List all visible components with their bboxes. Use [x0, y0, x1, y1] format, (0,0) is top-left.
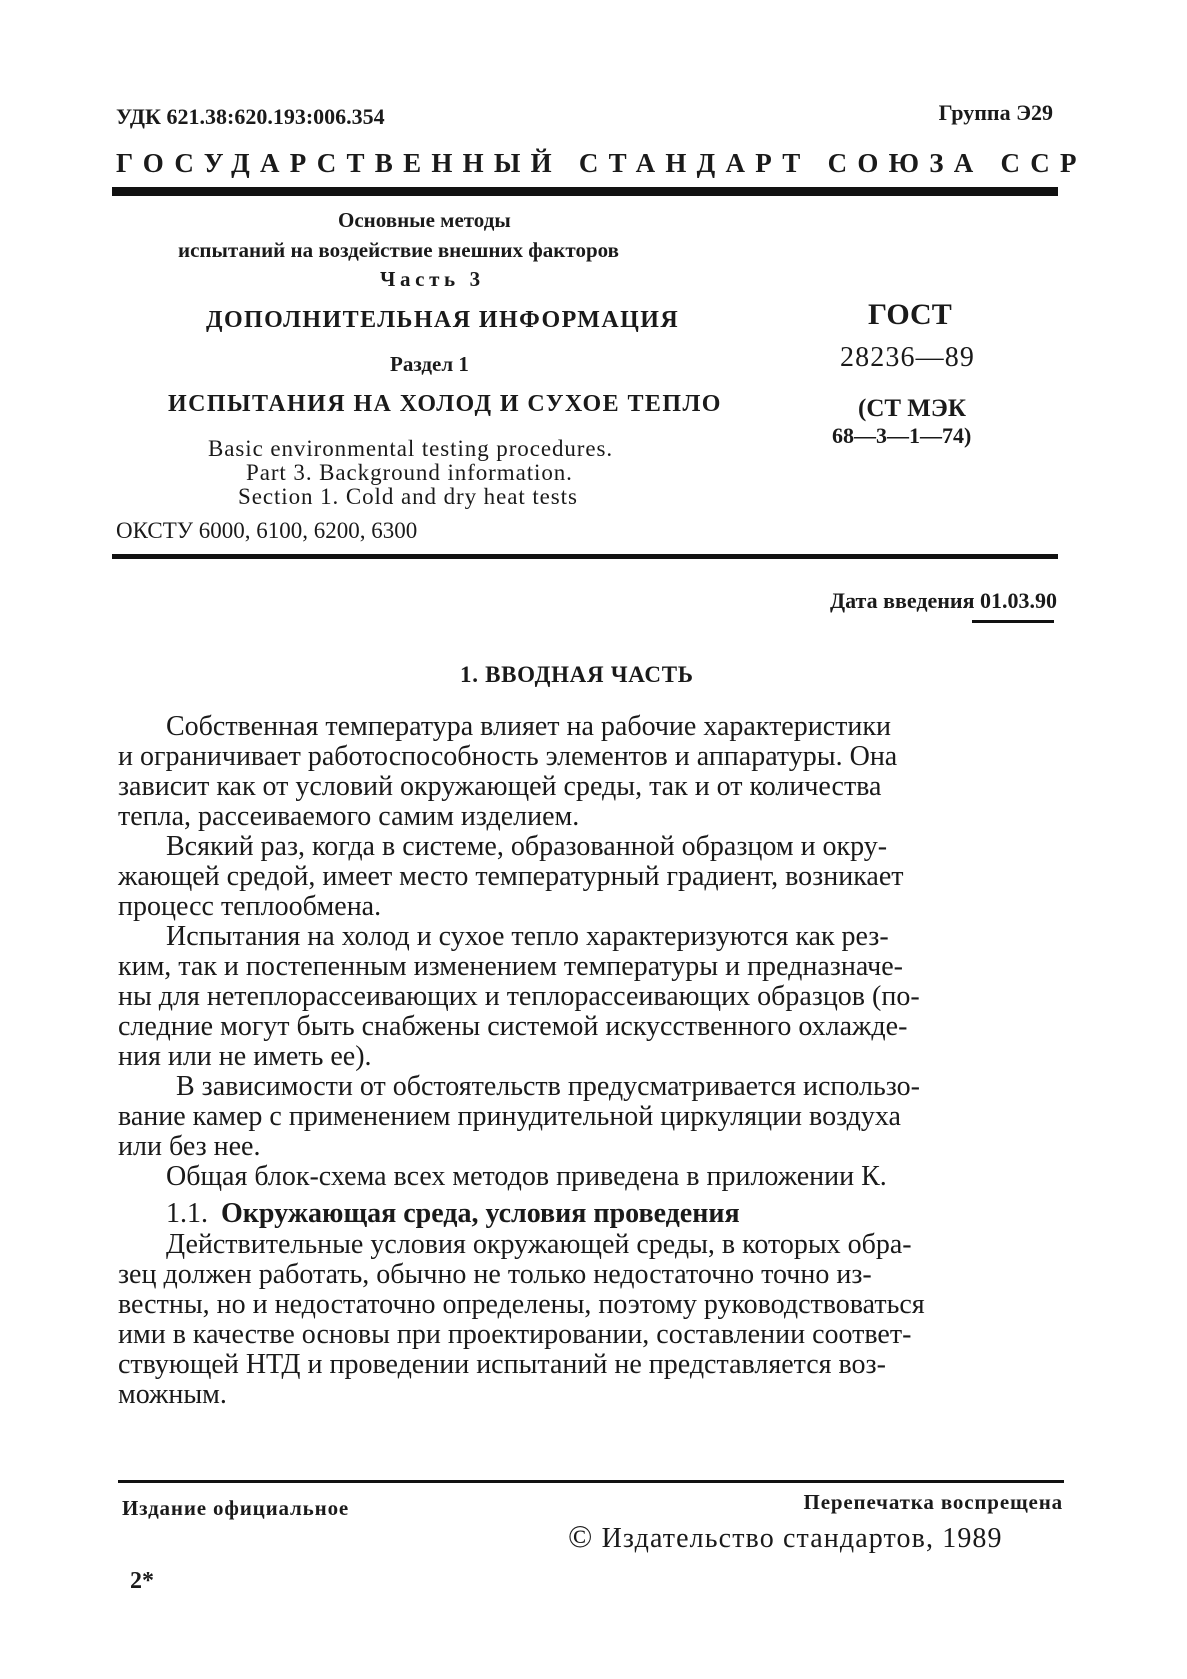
group-code: Группа Э29 — [938, 100, 1053, 125]
copyright-icon: © — [568, 1518, 594, 1554]
subsection-heading — [166, 1198, 740, 1230]
subsection-title: Окружающая среда, условия проведения — [221, 1198, 740, 1229]
section-heading: 1. ВВОДНАЯ ЧАСТЬ — [460, 662, 694, 687]
org-title: ГОСУДАРСТВЕННЫЙ СТАНДАРТ СОЮЗА ССР — [116, 148, 1087, 178]
title-english-1: Basic environmental testing procedures. — [208, 436, 614, 461]
paragraph-2 — [118, 832, 1058, 922]
title-section: Раздел 1 — [390, 352, 469, 376]
title-additional: ДОПОЛНИТЕЛЬНАЯ ИНФОРМАЦИЯ — [206, 307, 680, 333]
text-line: процесс теплообмена. — [118, 891, 382, 922]
header-thick-rule — [112, 187, 1058, 196]
reprint-notice: Перепечатка воспрещена — [803, 1490, 1063, 1514]
page-mark: 2* — [130, 1568, 154, 1594]
text-line: жающей средой, имеет место температурный градиент, возникает — [118, 861, 904, 892]
date-underline — [972, 620, 1054, 623]
paragraph-1 — [118, 712, 1058, 832]
footer-rule — [118, 1480, 1064, 1483]
text-line: тепла, рассеиваемого самим изделием. — [118, 801, 580, 832]
udk-code: УДК 621.38:620.193:006.354 — [116, 104, 385, 129]
paragraph-6 — [118, 1230, 1058, 1410]
text-line: Испытания на холод и сухое тепло характеризуются как рез- — [166, 921, 889, 952]
title-line-2: испытаний на воздействие внешних факторов — [178, 238, 619, 262]
text-line: ствующей НТД и проведении испытаний не представляется воз- — [118, 1349, 886, 1380]
text-line: можным. — [118, 1379, 227, 1410]
publisher-name: Издательство стандартов, 1989 — [601, 1523, 1003, 1554]
okstu-codes: ОКСТУ 6000, 6100, 6200, 6300 — [116, 518, 418, 543]
text-line: Действительные условия окружающей среды, в которых обра- — [166, 1229, 912, 1260]
official-edition: Издание официальное — [122, 1496, 350, 1520]
title-tests: ИСПЫТАНИЯ НА ХОЛОД И СУХОЕ ТЕПЛО — [168, 391, 722, 417]
st-mek-number: 68—3—1—74) — [832, 423, 972, 448]
text-line: зависит как от условий окружающей среды, так и от количества — [118, 771, 882, 802]
text-line: Всякий раз, когда в системе, образованной образцом и окру- — [166, 831, 888, 862]
title-line-1: Основные методы — [338, 208, 511, 232]
text-line: следние могут быть снабжены системой искусственного охлажде- — [118, 1011, 908, 1042]
text-line: ны для нетеплорассеивающих и теплорассеивающих образцов (по- — [118, 981, 920, 1012]
paragraph-4 — [118, 1072, 1058, 1162]
title-english-3: Section 1. Cold and dry heat tests — [238, 484, 578, 509]
text-line: вестны, но и недостаточно определены, поэтому руководствоваться — [118, 1289, 925, 1320]
text-line: Собственная температура влияет на рабочие характеристики — [166, 711, 891, 742]
paragraph-5 — [118, 1162, 1058, 1192]
text-line: и ограничивает работоспособность элементов и аппаратуры. Она — [118, 741, 898, 772]
title-part: Часть 3 — [380, 267, 485, 291]
paragraph-3 — [118, 922, 1058, 1072]
text-line: или без нее. — [118, 1131, 261, 1162]
text-line: ния или не иметь ее). — [118, 1041, 372, 1072]
introduction-date: Дата введения 01.03.90 — [829, 588, 1057, 613]
gost-label: ГОСТ — [868, 298, 952, 331]
title-english-2: Part 3. Background information. — [246, 460, 573, 485]
text-line: В зависимости от обстоятельств предусматривается использо- — [176, 1071, 920, 1102]
text-line: ким, так и постепенным изменением температуры и предназначе- — [118, 951, 903, 982]
subsection-number: 1.1. — [166, 1198, 208, 1229]
st-mek-label: (СТ МЭК — [858, 395, 966, 422]
title-bottom-rule — [112, 554, 1058, 559]
text-line: ими в качестве основы при проектировании, составлении соответ- — [118, 1319, 912, 1350]
text-line: вание камер с применением принудительной циркуляции воздуха — [118, 1101, 901, 1132]
copyright-line — [568, 1518, 1003, 1555]
gost-number: 28236—89 — [840, 342, 975, 373]
text-line: Общая блок-схема всех методов приведена в приложении К. — [166, 1161, 887, 1192]
text-line: зец должен работать, обычно не только недостаточно точно из- — [118, 1259, 872, 1290]
